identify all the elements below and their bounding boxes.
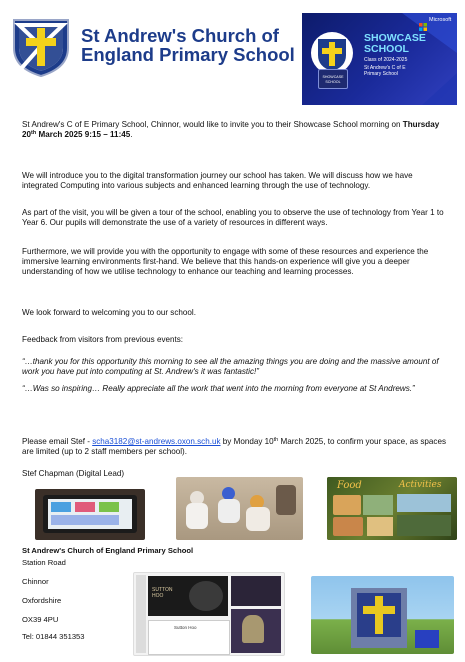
invite-end: . [130, 130, 133, 140]
invite-intro: St Andrew's C of E Primary School, Chinnor, would like to invite you to their Showcase School morning on [22, 120, 403, 129]
activities-label: Activities [399, 480, 442, 490]
showcase-school-banner [302, 13, 457, 105]
banner-school-1: St Andrew's C of E [364, 65, 406, 71]
email-mid: by Monday 10 [220, 437, 274, 446]
email-paragraph [22, 437, 450, 457]
school-name-line-2: England Primary School [81, 44, 295, 65]
invitation-paragraph [22, 120, 450, 140]
journey-paragraph: We will introduce you to the digital transformation journey our school has taken. We will discuss how we have integrated Computing into various subjects and enhanced learning through the use of technology. [22, 171, 413, 191]
feedback-heading: Feedback from visitors from previous events: [22, 335, 184, 344]
minecraft-crest-image [311, 576, 454, 654]
invite-date-day: Thursday 20 [22, 120, 440, 140]
invite-date-sup: th [31, 130, 37, 137]
banner-class-of: Class of 2024-2025 [364, 57, 408, 63]
address-line-1: Station Road [22, 558, 66, 567]
address-line-3: Oxfordshire [22, 596, 62, 605]
slide-title-1: SUTTON HOO [152, 587, 173, 599]
microsoft-brand: Microsoft [429, 17, 452, 23]
address-tel: Tel: 01844 351353 [22, 632, 85, 641]
microsoft-logo-icon [419, 18, 427, 26]
email-after: March 2025, to confirm your space, as spaces are limited (up to 2 staff members per school). [22, 437, 447, 457]
badge-line-1: SHOWCASE [322, 75, 344, 79]
food-label: Food [337, 480, 362, 491]
welcome-paragraph: We look forward to welcoming you to our school. [22, 308, 196, 317]
email-sup: th [273, 437, 279, 443]
email-link[interactable]: scha3182@st-andrews.oxon.sch.uk [92, 437, 221, 446]
badge-line-2: SCHOOL [325, 79, 341, 84]
engage-paragraph: Furthermore, we will provide you with the opportunity to engage with some of these resources and experience the immersive learning environments first-hand. We believe that this hands-on experience will give you a deeper understanding of how we utilise technology to enhance our teaching and learning processes. [22, 247, 429, 277]
tablet-photo [35, 489, 145, 540]
school-crest [10, 16, 72, 78]
food-activities-poster [327, 477, 457, 540]
invite-date-rest: March 2025 9:15 – 11:45 [36, 130, 131, 140]
presentation-slides-collage [133, 572, 285, 656]
email-before: Please email Stef - [22, 437, 93, 446]
banner-title-2: SCHOOL [364, 43, 409, 55]
address-line-2: Chinnor [22, 577, 49, 586]
tour-paragraph: As part of the visit, you will be given a tour of the school, enabling you to observe the use of technology from Year 1 to Year 6. Our pupils will demonstrate the use of a variety of resources in different ways. [22, 208, 444, 228]
signature: Stef Chapman (Digital Lead) [22, 469, 125, 478]
school-name-line-1: St Andrew's Church of [81, 25, 279, 46]
children-group-photo [176, 477, 303, 540]
feedback-quote-1: “…thank you for this opportunity this morning to see all the amazing things you are doing and the massive amount of work you have put into computing at St. Andrew's it was fantastic!” [22, 357, 439, 377]
showcase-badge [318, 69, 348, 89]
address-school-name: St Andrew's Church of England Primary School [22, 546, 194, 555]
feedback-quote-2: “…Was so inspiring… Really appreciate all the work that went into the morning from everyone at St Andrews.” [22, 384, 415, 393]
banner-school-2: Primary School [364, 71, 398, 77]
address-postcode: OX39 4PU [22, 615, 59, 624]
banner-title-1: SHOWCASE [364, 32, 426, 44]
slide-title-2: Sutton Hoo [174, 625, 197, 630]
